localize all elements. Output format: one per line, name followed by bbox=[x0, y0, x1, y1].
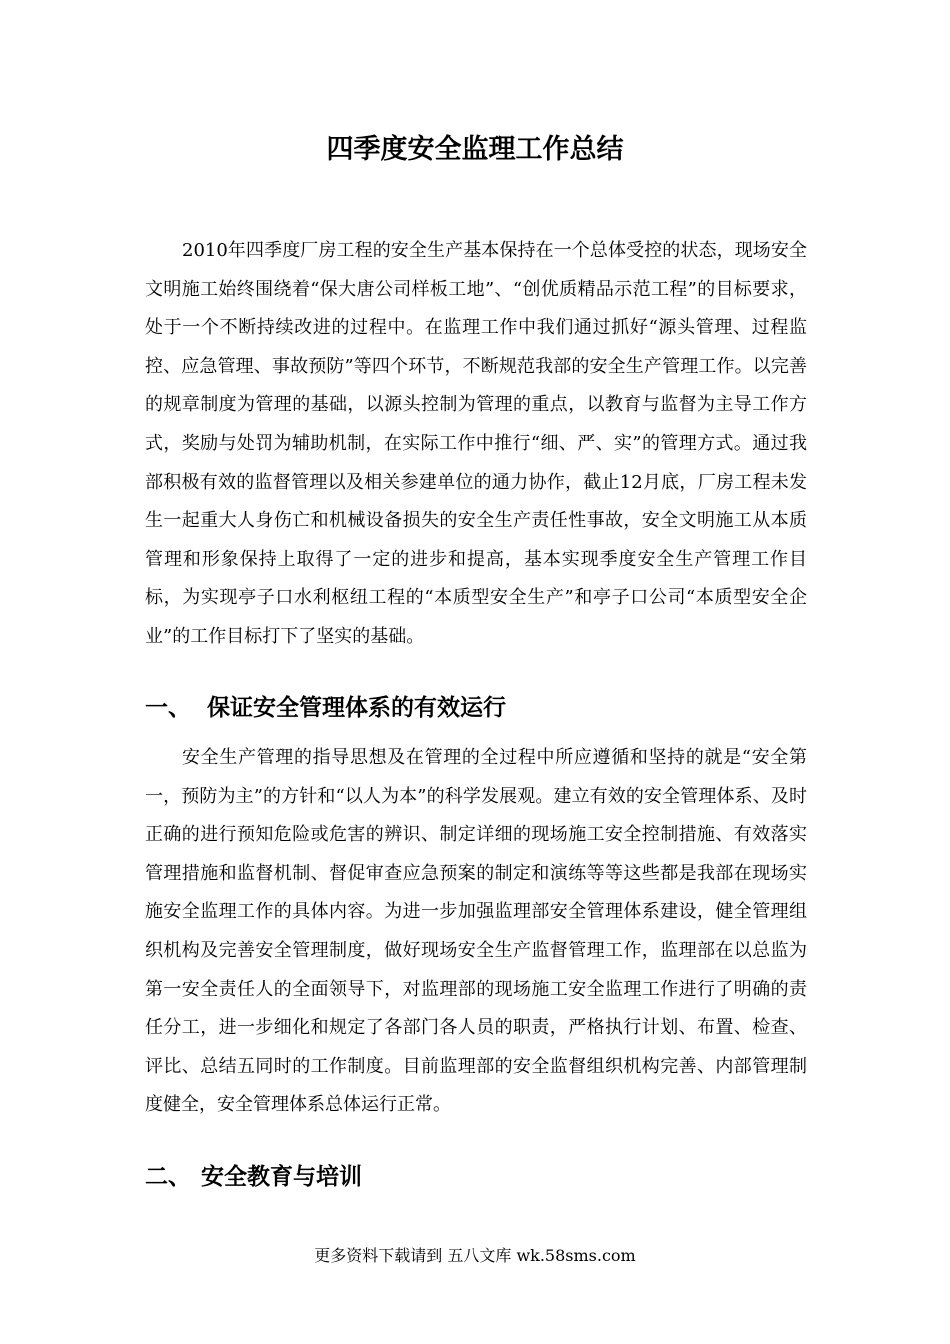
body-paragraph: 安全生产管理的指导思想及在管理的全过程中所应遵循和坚持的就是“安全第一，预防为主”的方针和“以人为本”的科学发展观。建立有效的安全管理体系、及时正确的进行预知危险或危害的辨识、制定详细的现场施工安全控制措施、有效落实管理措施和监督机制、督促审查应急预案的制定和演练等等这些都是我部在现场实施安全监理工作的具体内容。为进一步加强监理部安全管理体系建设，健全管理组织机构及完善安全管理制度，做好现场安全生产监督管理工作，监理部在以总监为第一安全责任人的全面领导下，对监理部的现场施工安全监理工作进行了明确的责任分工，进一步细化和规定了各部门各人员的职责，严格执行计划、布置、检查、评比、总结五同时的工作制度。目前监理部的安全监督组织机构完善、内部管理制度健全，安全管理体系总体运行正常。 bbox=[145, 747, 807, 1116]
section-heading-text: 保证安全管理体系的有效运行 bbox=[207, 695, 506, 721]
body-paragraph: 2010年四季度厂房工程的安全生产基本保持在一个总体受控的状态，现场安全文明施工始终围绕着“保大唐公司样板工地”、“创优质精品示范工程”的目标要求，处于一个不断持续改进的过程中。在监理工作中我们通过抓好“源头管理、过程监控、应急管理、事故预防”等四个环节，不断规范我部的安全生产管理工作。以完善的规章制度为管理的基础，以源头控制为管理的重点，以教育与监督为主导工作方式，奖励与处罚为辅助机制，在实际工作中推行“细、严、实”的管理方式。通过我部积极有效的监督管理以及相关参建单位的通力协作，截止12月底，厂房工程未发生一起重大人身伤亡和机械设备损失的安全生产责任性事故，安全文明施工从本质管理和形象保持上取得了一定的进步和提高，基本实现季度安全生产管理工作目标，为实现亭子口水利枢纽工程的“本质型安全生产”和亭子口公司“本质型安全企业”的工作目标打下了坚实的基础。 bbox=[145, 240, 807, 647]
section-number: 二、 bbox=[145, 1164, 191, 1190]
document-title: 四季度安全监理工作总结 bbox=[326, 134, 624, 165]
section-heading-2 bbox=[145, 1160, 807, 1194]
section-heading-1 bbox=[145, 691, 807, 725]
page-footer: 更多资料下载请到 五八文库 wk.58sms.com bbox=[314, 1246, 636, 1265]
section-heading-text: 安全教育与培训 bbox=[201, 1164, 362, 1190]
section-number: 一、 bbox=[145, 695, 191, 721]
